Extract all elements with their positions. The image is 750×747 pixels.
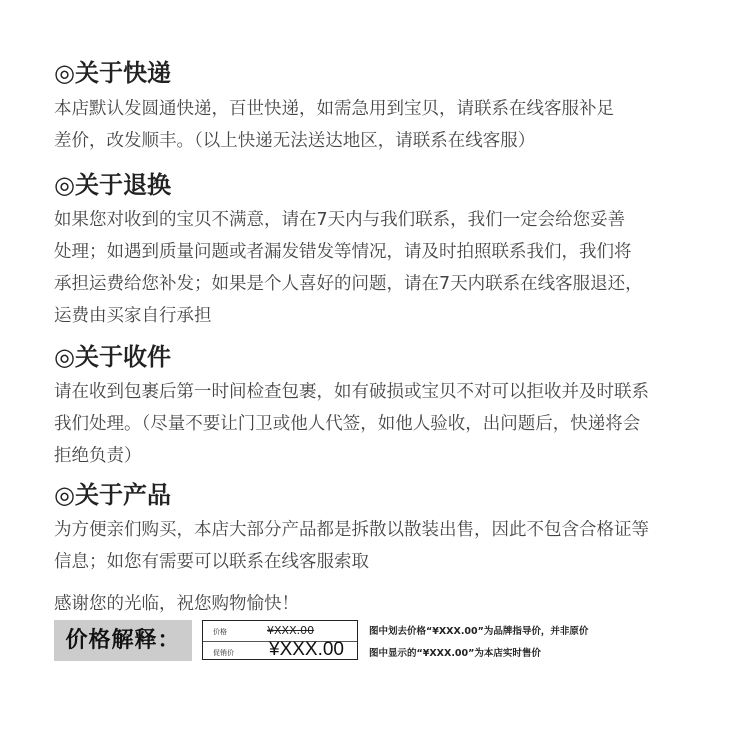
text-line: 为方便亲们购买，本店大部分产品都是拆散以散装出售，因此不包含合格证等	[54, 520, 649, 540]
text-line: 信息；如您有需要可以联系在线客服索取	[54, 552, 369, 572]
text-line: 处理；如遇到质量问题或者漏发错发等情况，请及时拍照联系我们，我们将	[54, 242, 632, 262]
original-price-struck: ¥XXX.00	[267, 624, 315, 637]
text-line: 本店默认发圆通快递，百世快递，如需急用到宝贝，请联系在线客服补足	[54, 99, 614, 119]
text-line: 拒绝负责）	[54, 446, 142, 466]
section-body-delivery	[54, 93, 614, 157]
text-line: 请在收到包裹后第一时间检查包裹，如有破损或宝贝不对可以拒收并及时联系	[54, 382, 649, 402]
thanks-text: 感谢您的光临，祝您购物愉快！	[54, 594, 299, 614]
price-note-actual: 图中显示的“¥XXX.00”为本店实时售价	[369, 648, 541, 659]
text-line: 如果您对收到的宝贝不满意，请在7天内与我们联系，我们一定会给您妥善	[54, 210, 626, 230]
section-body-receiving	[54, 376, 649, 472]
section-title-receiving: ◎关于收件	[54, 343, 171, 371]
section-title-products: ◎关于产品	[54, 481, 171, 509]
text-line: 承担运费给您补发；如果是个人喜好的问题，请在7天内联系在线客服退还，	[54, 274, 643, 294]
section-title-returns: ◎关于退换	[54, 171, 171, 199]
price-tag-label: 价格	[213, 628, 227, 636]
current-price: ¥XXX.00	[269, 639, 344, 660]
section-body-products	[54, 514, 649, 578]
section-title-delivery: ◎关于快递	[54, 59, 171, 87]
price-explanation-label: 价格解释：	[54, 620, 192, 661]
text-line: 差价，改发顺丰。（以上快递无法送达地区，请联系在线客服）	[54, 131, 536, 151]
price-note-guide: 图中划去价格“¥XXX.00”为品牌指导价，并非原价	[369, 626, 589, 637]
price-example-box	[202, 620, 358, 660]
text-line: 我们处理。（尽量不要让门卫或他人代签，如他人验收，出问题后，快递将会	[54, 414, 641, 434]
section-body-returns	[54, 204, 643, 332]
text-line: 运费由买家自行承担	[54, 306, 212, 326]
promo-price-tag-label: 促销价	[213, 649, 234, 657]
